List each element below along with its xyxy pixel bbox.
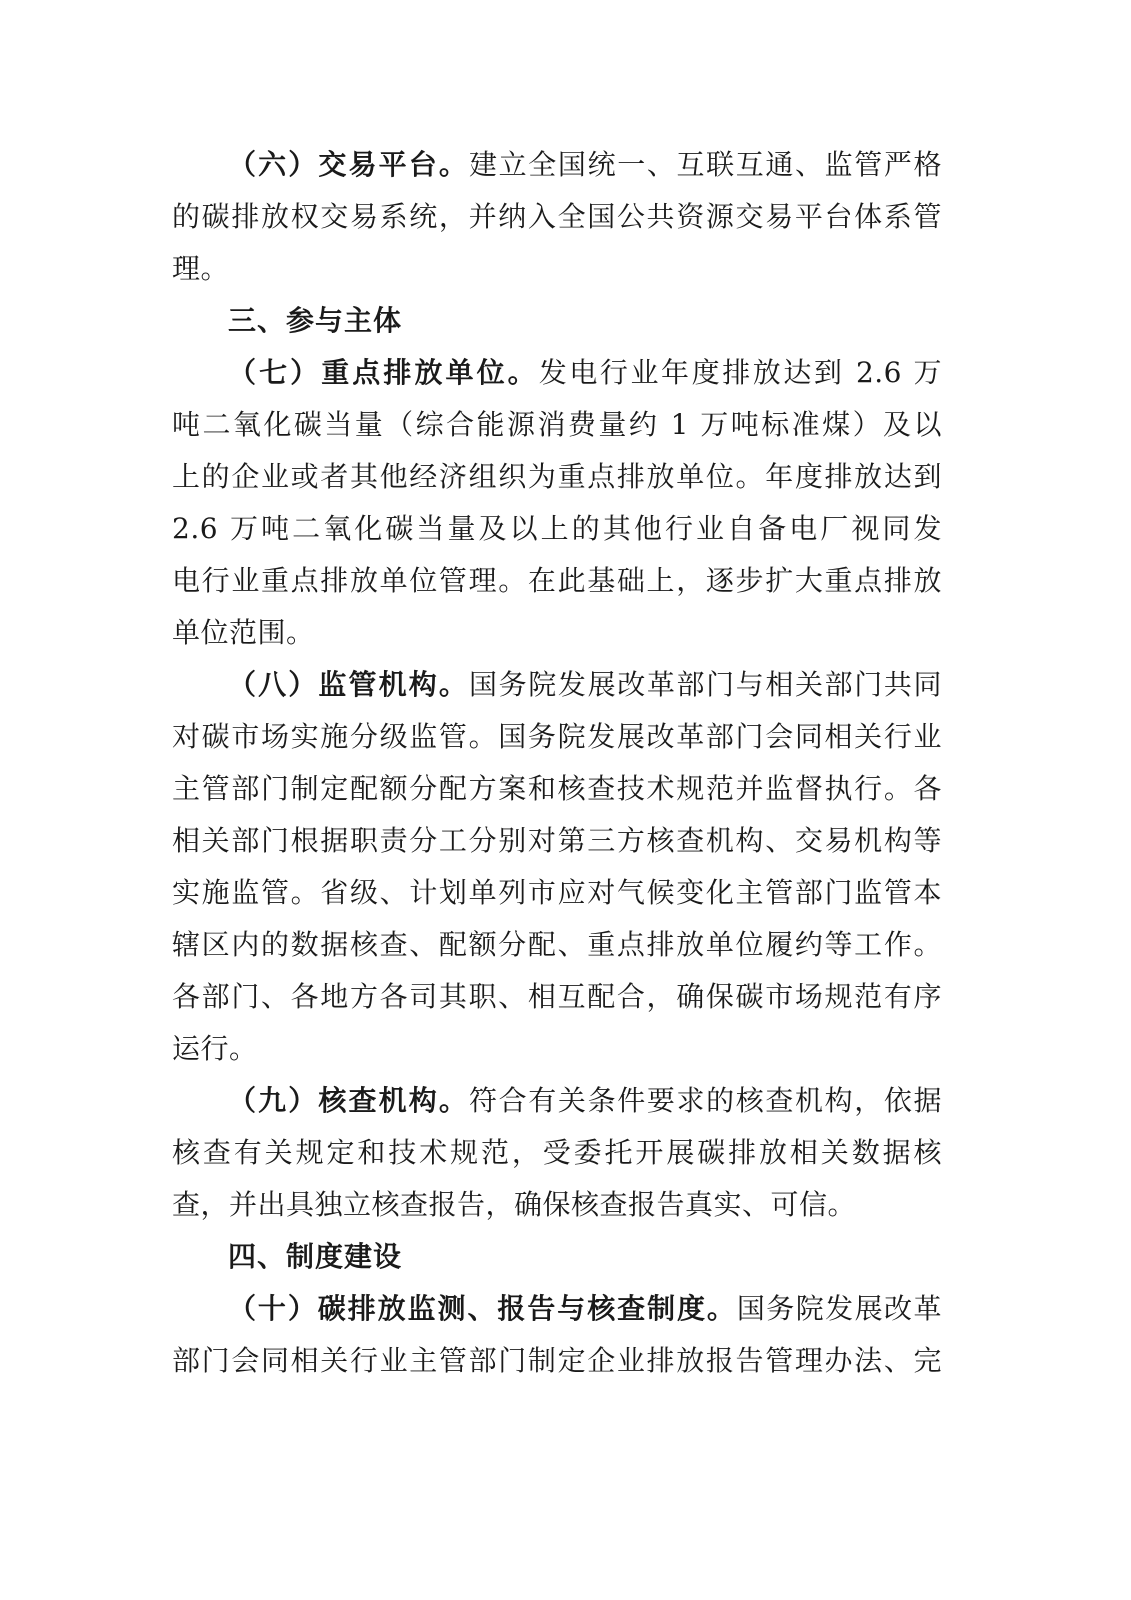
paragraph-line: 对碳市场实施分级监管。国务院发展改革部门会同相关行业 bbox=[172, 720, 942, 753]
paragraph-line: 2.6 万吨二氧化碳当量及以上的其他行业自备电厂视同发 bbox=[172, 512, 942, 545]
paragraph-line: 上的企业或者其他经济组织为重点排放单位。年度排放达到 bbox=[172, 460, 942, 493]
paragraph-text: 国务院发展改革部门与相关部门共同 bbox=[469, 668, 942, 701]
paragraph-line bbox=[172, 1289, 942, 1329]
paragraph-line: 运行。 bbox=[172, 1032, 258, 1065]
paragraph-line: 核查有关规定和技术规范，受委托开展碳排放相关数据核 bbox=[172, 1136, 942, 1169]
paragraph-line: 电行业重点排放单位管理。在此基础上，逐步扩大重点排放 bbox=[172, 564, 942, 597]
paragraph-line: 单位范围。 bbox=[172, 616, 315, 649]
paragraph-line: 实施监管。省级、计划单列市应对气候变化主管部门监管本 bbox=[172, 876, 942, 909]
paragraph-text: 符合有关条件要求的核查机构，依据 bbox=[469, 1084, 942, 1117]
paragraph-line: 的碳排放权交易系统，并纳入全国公共资源交易平台体系管 bbox=[172, 200, 942, 233]
section-heading: 三、参与主体 bbox=[228, 304, 403, 337]
section-title: （十）碳排放监测、报告与核查制度。 bbox=[228, 1292, 737, 1325]
section-heading: 四、制度建设 bbox=[228, 1240, 403, 1273]
paragraph-line bbox=[172, 665, 942, 705]
section-title: （八）监管机构。 bbox=[228, 668, 470, 701]
paragraph-line: 部门会同相关行业主管部门制定企业排放报告管理办法、完 bbox=[172, 1344, 942, 1377]
paragraph-line: 相关部门根据职责分工分别对第三方核查机构、交易机构等 bbox=[172, 824, 942, 857]
paragraph-text: 国务院发展改革 bbox=[736, 1292, 942, 1325]
paragraph-line bbox=[172, 353, 942, 393]
section-title: （七）重点排放单位。 bbox=[228, 356, 539, 389]
paragraph-line bbox=[172, 1081, 942, 1121]
paragraph-text: 建立全国统一、互联互通、监管严格 bbox=[469, 148, 942, 181]
paragraph-line: 各部门、各地方各司其职、相互配合，确保碳市场规范有序 bbox=[172, 980, 942, 1013]
paragraph-line: 吨二氧化碳当量（综合能源消费量约 1 万吨标准煤）及以 bbox=[172, 408, 942, 441]
section-title: （九）核查机构。 bbox=[228, 1084, 470, 1117]
section-title: （六）交易平台。 bbox=[228, 148, 470, 181]
paragraph-line: 理。 bbox=[172, 252, 230, 285]
paragraph-text: 发电行业年度排放达到 2.6 万 bbox=[538, 356, 942, 389]
paragraph-line bbox=[172, 145, 942, 185]
paragraph-line: 主管部门制定配额分配方案和核查技术规范并监督执行。各 bbox=[172, 772, 942, 805]
paragraph-line: 辖区内的数据核查、配额分配、重点排放单位履约等工作。 bbox=[172, 928, 942, 961]
paragraph-line: 查，并出具独立核查报告，确保核查报告真实、可信。 bbox=[172, 1188, 857, 1221]
